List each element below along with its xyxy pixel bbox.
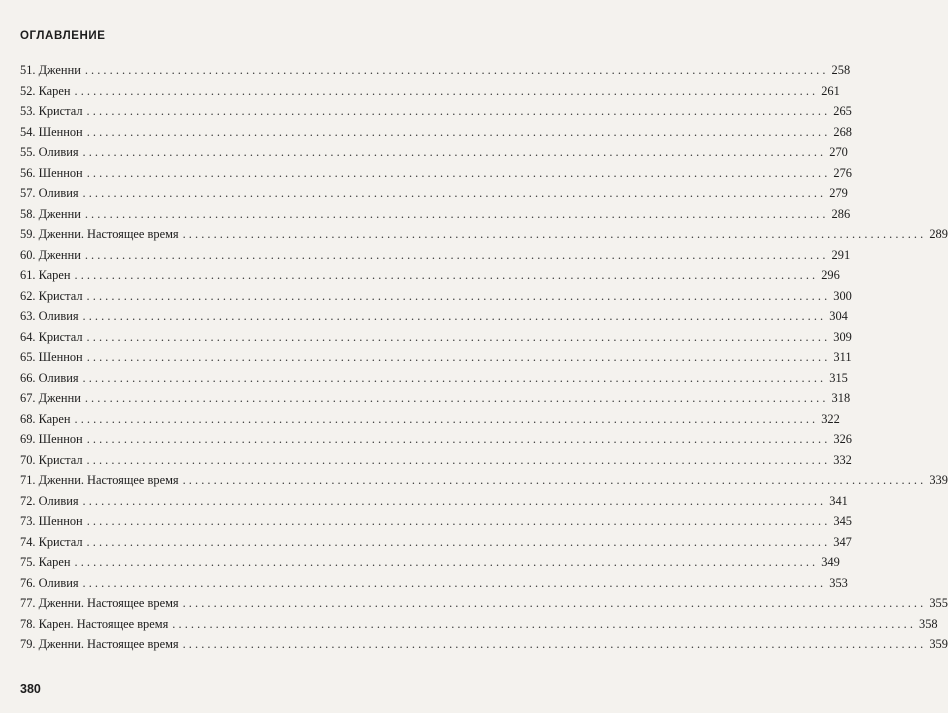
table-of-contents: [20, 60, 948, 655]
toc-entry-title: 51. Дженни: [20, 63, 81, 77]
dot-leader: ........................................................................................................................: [172, 616, 917, 631]
toc-entry-page: 270: [829, 145, 848, 159]
toc-entry-title: 56. Шеннон: [20, 165, 83, 180]
dot-leader: ........................................................................................................................: [86, 124, 831, 139]
dot-leader: ........................................................................................................................: [82, 145, 827, 159]
toc-entry: [20, 450, 852, 471]
toc-entry-title: 59. Дженни. Настоящее время: [20, 227, 179, 241]
toc-entry-title: 62. Кристал: [20, 288, 83, 303]
toc-entry-page: 318: [831, 391, 851, 405]
section-title: ОГЛАВЛЕНИЕ: [20, 30, 106, 42]
toc-entry-page: 353: [829, 575, 848, 590]
toc-entry: [20, 142, 848, 163]
toc-entry-page: 261: [821, 83, 840, 98]
dot-leader: ........................................................................................................................: [82, 309, 827, 323]
toc-entry-title: 75. Карен: [20, 555, 71, 569]
toc-entry-page: 268: [833, 124, 852, 139]
dot-leader: ........................................................................................................................: [86, 165, 831, 180]
toc-entry: [20, 491, 848, 512]
toc-entry: [20, 614, 938, 635]
page-number: 380: [20, 682, 41, 696]
dot-leader: ........................................................................................................................: [74, 268, 819, 282]
toc-entry: [20, 183, 848, 204]
toc-entry-page: 289: [929, 227, 948, 241]
dot-leader: ........................................................................................................................: [84, 63, 829, 77]
dot-leader: ........................................................................................................................: [86, 452, 831, 467]
toc-entry-title: 64. Кристал: [20, 329, 83, 344]
dot-leader: ........................................................................................................................: [74, 555, 819, 569]
toc-entry-title: 55. Оливия: [20, 145, 79, 159]
toc-entry-page: 276: [833, 165, 852, 180]
dot-leader: ........................................................................................................................: [74, 411, 819, 426]
toc-entry-title: 61. Карен: [20, 268, 71, 282]
toc-entry-title: 73. Шеннон: [20, 514, 83, 528]
toc-entry-title: 78. Карен. Настоящее время: [20, 616, 169, 631]
toc-entry-title: 60. Дженни: [20, 247, 81, 262]
dot-leader: ........................................................................................................................: [86, 329, 831, 344]
toc-entry-page: 296: [821, 268, 840, 282]
toc-entry-page: 349: [821, 555, 840, 569]
toc-entry: [20, 409, 840, 430]
dot-leader: ........................................................................................................................: [182, 473, 927, 487]
toc-entry: [20, 327, 852, 348]
dot-leader: ........................................................................................................................: [86, 432, 831, 446]
toc-entry-page: 347: [833, 534, 852, 549]
toc-entry: [20, 122, 852, 143]
toc-entry-page: 258: [831, 63, 851, 77]
toc-entry: [20, 81, 840, 102]
dot-leader: ........................................................................................................................: [82, 575, 827, 590]
dot-leader: ........................................................................................................................: [182, 637, 927, 651]
toc-entry: [20, 552, 840, 573]
toc-entry: [20, 429, 852, 450]
toc-entry-title: 69. Шеннон: [20, 432, 83, 446]
toc-entry: [20, 532, 852, 553]
toc-entry: [20, 634, 948, 655]
toc-entry-page: 315: [829, 370, 848, 385]
toc-entry-title: 67. Дженни: [20, 391, 81, 405]
dot-leader: ........................................................................................................................: [74, 83, 819, 98]
toc-entry-title: 53. Кристал: [20, 104, 83, 118]
toc-entry-page: 322: [821, 411, 840, 426]
toc-entry-title: 76. Оливия: [20, 575, 79, 590]
toc-entry-page: 311: [833, 350, 852, 364]
toc-entry-title: 66. Оливия: [20, 370, 79, 385]
dot-leader: ........................................................................................................................: [86, 350, 831, 364]
toc-entry-page: 286: [831, 206, 851, 221]
toc-entry: [20, 593, 948, 614]
dot-leader: ........................................................................................................................: [86, 534, 831, 549]
toc-entry: [20, 204, 851, 225]
toc-entry-page: 291: [831, 247, 851, 262]
toc-entry: [20, 224, 948, 245]
toc-entry: [20, 388, 851, 409]
toc-entry-page: 265: [833, 104, 852, 118]
toc-entry: [20, 265, 840, 286]
toc-entry: [20, 101, 852, 122]
dot-leader: ........................................................................................................................: [182, 227, 927, 241]
toc-entry-page: 341: [829, 493, 848, 508]
toc-entry-page: 326: [833, 432, 852, 446]
dot-leader: ........................................................................................................................: [86, 104, 831, 118]
toc-entry: [20, 573, 848, 594]
toc-entry-title: 72. Оливия: [20, 493, 79, 508]
dot-leader: ........................................................................................................................: [82, 370, 827, 385]
dot-leader: ........................................................................................................................: [182, 596, 927, 610]
dot-leader: ........................................................................................................................: [86, 514, 831, 528]
toc-entry-page: 279: [829, 186, 848, 200]
toc-entry: [20, 511, 852, 532]
toc-entry-title: 71. Дженни. Настоящее время: [20, 473, 179, 487]
toc-entry: [20, 470, 948, 491]
toc-entry-page: 309: [833, 329, 852, 344]
toc-entry-page: 359: [929, 637, 948, 651]
toc-entry: [20, 306, 848, 327]
dot-leader: ........................................................................................................................: [86, 288, 831, 303]
toc-entry: [20, 245, 851, 266]
toc-entry: [20, 347, 852, 368]
dot-leader: ........................................................................................................................: [82, 493, 827, 508]
toc-entry: [20, 163, 852, 184]
toc-entry-page: 339: [929, 473, 948, 487]
toc-entry-title: 58. Дженни: [20, 206, 81, 221]
toc-entry: [20, 60, 851, 81]
toc-entry-title: 70. Кристал: [20, 452, 83, 467]
toc-entry-page: 358: [919, 616, 938, 631]
toc-entry-page: 300: [833, 288, 852, 303]
toc-entry: [20, 286, 852, 307]
toc-entry-title: 79. Дженни. Настоящее время: [20, 637, 179, 651]
dot-leader: ........................................................................................................................: [84, 391, 829, 405]
toc-entry-title: 52. Карен: [20, 83, 71, 98]
toc-entry-title: 68. Карен: [20, 411, 71, 426]
toc-entry-page: 332: [833, 452, 852, 467]
toc-entry-page: 345: [833, 514, 852, 528]
toc-entry-title: 65. Шеннон: [20, 350, 83, 364]
toc-entry-title: 54. Шеннон: [20, 124, 83, 139]
dot-leader: ........................................................................................................................: [82, 186, 827, 200]
toc-entry-page: 304: [829, 309, 848, 323]
toc-entry-title: 74. Кристал: [20, 534, 83, 549]
toc-entry-title: 57. Оливия: [20, 186, 79, 200]
dot-leader: ........................................................................................................................: [84, 247, 829, 262]
toc-entry: [20, 368, 848, 389]
dot-leader: ........................................................................................................................: [84, 206, 829, 221]
toc-entry-page: 355: [929, 596, 948, 610]
toc-entry-title: 63. Оливия: [20, 309, 79, 323]
toc-entry-title: 77. Дженни. Настоящее время: [20, 596, 179, 610]
